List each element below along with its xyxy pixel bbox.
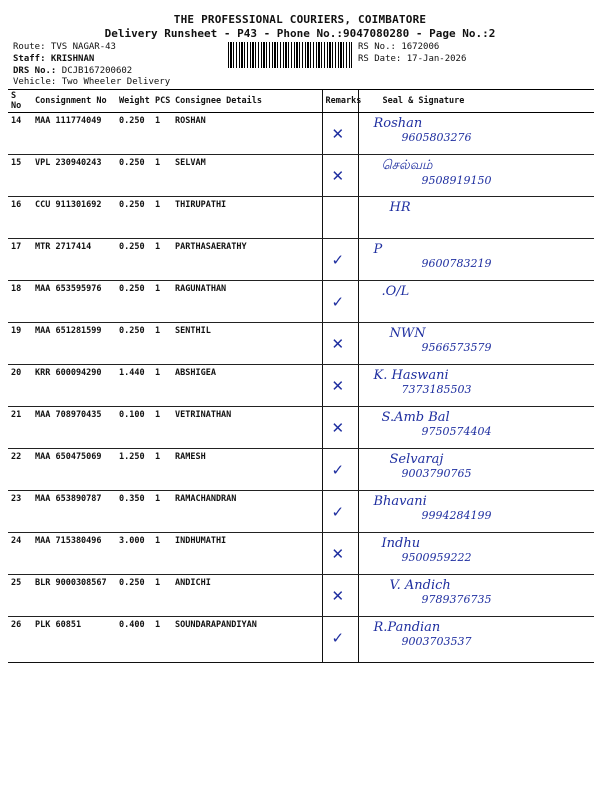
handwritten-phone: 9789376735	[421, 593, 492, 606]
remarks-cell	[322, 491, 358, 533]
handwritten-signature: Roshan	[373, 116, 423, 131]
runsheet-title: Delivery Runsheet - P43 - Phone No.:9047080280 - Page No.:2	[104, 27, 496, 40]
signature-cell	[358, 113, 594, 155]
remark-mark: ✕	[331, 587, 345, 605]
table-row	[8, 449, 594, 491]
barcode	[228, 42, 352, 68]
consignment-cell: MAA 715380496	[32, 533, 116, 575]
consignee-cell: THIRUPATHI	[172, 197, 322, 239]
sno-cell: 23	[8, 491, 32, 533]
signature-box	[362, 116, 592, 154]
consignee-cell: ANDICHI	[172, 575, 322, 617]
handwritten-signature: V. Andich	[389, 578, 451, 593]
consignee-cell: ROSHAN	[172, 113, 322, 155]
pcs-cell: 1	[152, 239, 172, 281]
remarks-cell	[322, 239, 358, 281]
consignment-cell: MAA 708970435	[32, 407, 116, 449]
weight-cell: 0.350	[116, 491, 152, 533]
remarks-cell	[322, 281, 358, 323]
signature-box	[362, 200, 592, 238]
weight-cell: 1.440	[116, 365, 152, 407]
drs-value: DCJB167200602	[61, 66, 133, 76]
handwritten-signature: Selvaraj	[389, 452, 444, 467]
weight-cell: 3.000	[116, 533, 152, 575]
signature-cell	[358, 281, 594, 323]
remark-mark: ✕	[331, 545, 345, 563]
handwritten-phone: 9003703537	[401, 635, 472, 648]
pcs-cell: 1	[152, 533, 172, 575]
table-row	[8, 491, 594, 533]
pcs-cell: 1	[152, 491, 172, 533]
signature-box	[362, 536, 592, 574]
table-row	[8, 239, 594, 281]
handwritten-phone: 7373185503	[401, 383, 472, 396]
pcs-cell: 1	[152, 323, 172, 365]
pcs-cell: 1	[152, 575, 172, 617]
consignment-cell: BLR 9000308567	[32, 575, 116, 617]
handwritten-phone: 9600783219	[421, 257, 492, 270]
sno-cell: 25	[8, 575, 32, 617]
signature-box	[362, 284, 592, 322]
col-sno: S No	[8, 90, 32, 113]
col-remarks: Remarks	[322, 90, 358, 113]
signature-cell	[358, 449, 594, 491]
signature-box	[362, 620, 592, 658]
remarks-cell	[322, 617, 358, 663]
pcs-cell: 1	[152, 197, 172, 239]
remarks-cell	[322, 155, 358, 197]
signature-cell	[358, 491, 594, 533]
consignment-cell: VPL 230940243	[32, 155, 116, 197]
remarks-cell	[322, 323, 358, 365]
weight-cell: 0.250	[116, 113, 152, 155]
table-row	[8, 575, 594, 617]
table-row	[8, 407, 594, 449]
consignment-cell: MAA 653595976	[32, 281, 116, 323]
signature-cell	[358, 239, 594, 281]
handwritten-signature: R.Pandian	[373, 620, 441, 635]
handwritten-signature: K. Haswani	[373, 368, 449, 383]
table-row	[8, 197, 594, 239]
sno-cell: 21	[8, 407, 32, 449]
handwritten-signature: P	[373, 242, 383, 257]
consignment-cell: KRR 600094290	[32, 365, 116, 407]
sno-cell: 14	[8, 113, 32, 155]
consignment-cell: MAA 653890787	[32, 491, 116, 533]
drs-label: DRS No.:	[13, 66, 57, 76]
handwritten-signature: செல்வம்	[381, 158, 433, 173]
consignee-cell: VETRINATHAN	[172, 407, 322, 449]
signature-box	[362, 578, 592, 616]
consignee-cell: ABSHIGEA	[172, 365, 322, 407]
col-signature: Seal & Signature	[358, 90, 594, 113]
handwritten-phone: 9566573579	[421, 341, 492, 354]
handwritten-phone: 9750574404	[421, 425, 492, 438]
table-row	[8, 323, 594, 365]
consignee-cell: PARTHASAERATHY	[172, 239, 322, 281]
remarks-cell	[322, 449, 358, 491]
remarks-cell	[322, 365, 358, 407]
sno-cell: 16	[8, 197, 32, 239]
weight-cell: 0.100	[116, 407, 152, 449]
company-title: THE PROFESSIONAL COURIERS, COIMBATORE	[173, 13, 427, 26]
signature-cell	[358, 197, 594, 239]
rs-date: RS Date: 17-Jan-2026	[358, 54, 467, 64]
remark-mark: ✕	[331, 125, 345, 143]
consignee-cell: SENTHIL	[172, 323, 322, 365]
handwritten-phone: 9508919150	[421, 174, 492, 187]
consignment-cell: MAA 111774049	[32, 113, 116, 155]
col-weight: Weight	[116, 90, 152, 113]
table-row	[8, 155, 594, 197]
weight-cell: 1.250	[116, 449, 152, 491]
signature-box	[362, 410, 592, 448]
signature-box	[362, 326, 592, 364]
consignee-cell: RAGUNATHAN	[172, 281, 322, 323]
signature-cell	[358, 575, 594, 617]
consignment-cell: PLK 60851	[32, 617, 116, 663]
handwritten-phone: 9500959222	[401, 551, 472, 564]
weight-cell: 0.250	[116, 239, 152, 281]
consignee-cell: RAMACHANDRAN	[172, 491, 322, 533]
weight-cell: 0.250	[116, 197, 152, 239]
sno-cell: 17	[8, 239, 32, 281]
remark-mark: ✓	[331, 461, 345, 479]
remarks-cell	[322, 533, 358, 575]
sno-cell: 19	[8, 323, 32, 365]
sno-cell: 22	[8, 449, 32, 491]
remark-mark: ✓	[331, 629, 345, 647]
staff-label: Staff: KRISHNAN	[13, 54, 95, 64]
signature-box	[362, 242, 592, 280]
table-row	[8, 617, 594, 663]
col-consignment: Consignment No	[32, 90, 116, 113]
signature-cell	[358, 533, 594, 575]
sno-cell: 26	[8, 617, 32, 663]
table-row	[8, 113, 594, 155]
consignment-cell: MAA 650475069	[32, 449, 116, 491]
remarks-cell	[322, 575, 358, 617]
consignment-cell: MAA 651281599	[32, 323, 116, 365]
table-row	[8, 365, 594, 407]
signature-cell	[358, 155, 594, 197]
weight-cell: 0.400	[116, 617, 152, 663]
sno-cell: 15	[8, 155, 32, 197]
signature-cell	[358, 365, 594, 407]
consignee-cell: SELVAM	[172, 155, 322, 197]
handwritten-signature: Bhavani	[373, 494, 427, 509]
remark-mark: ✕	[331, 419, 345, 437]
signature-cell	[358, 323, 594, 365]
pcs-cell: 1	[152, 155, 172, 197]
remarks-cell	[322, 197, 358, 239]
handwritten-signature: S.Amb Bal	[381, 410, 450, 425]
drs-number	[13, 66, 132, 76]
signature-cell	[358, 407, 594, 449]
remarks-cell	[322, 407, 358, 449]
handwritten-signature: Indhu	[381, 536, 421, 551]
sno-cell: 24	[8, 533, 32, 575]
col-consignee: Consignee Details	[172, 90, 322, 113]
signature-box	[362, 158, 592, 196]
weight-cell: 0.250	[116, 323, 152, 365]
handwritten-phone: 9003790765	[401, 467, 472, 480]
weight-cell: 0.250	[116, 281, 152, 323]
consignee-cell: INDHUMATHI	[172, 533, 322, 575]
handwritten-phone: 9994284199	[421, 509, 492, 522]
signature-box	[362, 452, 592, 490]
remark-mark: ✕	[331, 335, 345, 353]
table-row	[8, 281, 594, 323]
pcs-cell: 1	[152, 365, 172, 407]
pcs-cell: 1	[152, 449, 172, 491]
signature-cell	[358, 617, 594, 663]
route-label: Route: TVS NAGAR-43	[13, 42, 116, 52]
pcs-cell: 1	[152, 113, 172, 155]
signature-box	[362, 368, 592, 406]
table-row	[8, 533, 594, 575]
remarks-cell	[322, 113, 358, 155]
sno-cell: 18	[8, 281, 32, 323]
rs-number: RS No.: 1672006	[358, 42, 440, 52]
remark-mark: ✕	[331, 377, 345, 395]
weight-cell: 0.250	[116, 575, 152, 617]
col-pcs: PCS	[152, 90, 172, 113]
handwritten-signature: NWN	[389, 326, 426, 341]
handwritten-signature: .O/L	[381, 284, 410, 299]
remark-mark: ✕	[331, 167, 345, 185]
pcs-cell: 1	[152, 407, 172, 449]
remark-mark: ✓	[331, 503, 345, 521]
remark-mark: ✓	[331, 251, 345, 269]
signature-box	[362, 494, 592, 532]
pcs-cell: 1	[152, 617, 172, 663]
consignee-cell: SOUNDARAPANDIYAN	[172, 617, 322, 663]
consignee-cell: RAMESH	[172, 449, 322, 491]
handwritten-phone: 9605803276	[401, 131, 472, 144]
pcs-cell: 1	[152, 281, 172, 323]
handwritten-signature: HR	[389, 200, 411, 215]
consignment-cell: MTR 2717414	[32, 239, 116, 281]
consignment-cell: CCU 911301692	[32, 197, 116, 239]
vehicle-label: Vehicle: Two Wheeler Delivery	[13, 77, 171, 87]
sno-cell: 20	[8, 365, 32, 407]
weight-cell: 0.250	[116, 155, 152, 197]
remark-mark: ✓	[331, 293, 345, 311]
runsheet-table	[8, 89, 594, 663]
table-header-row	[8, 90, 594, 113]
